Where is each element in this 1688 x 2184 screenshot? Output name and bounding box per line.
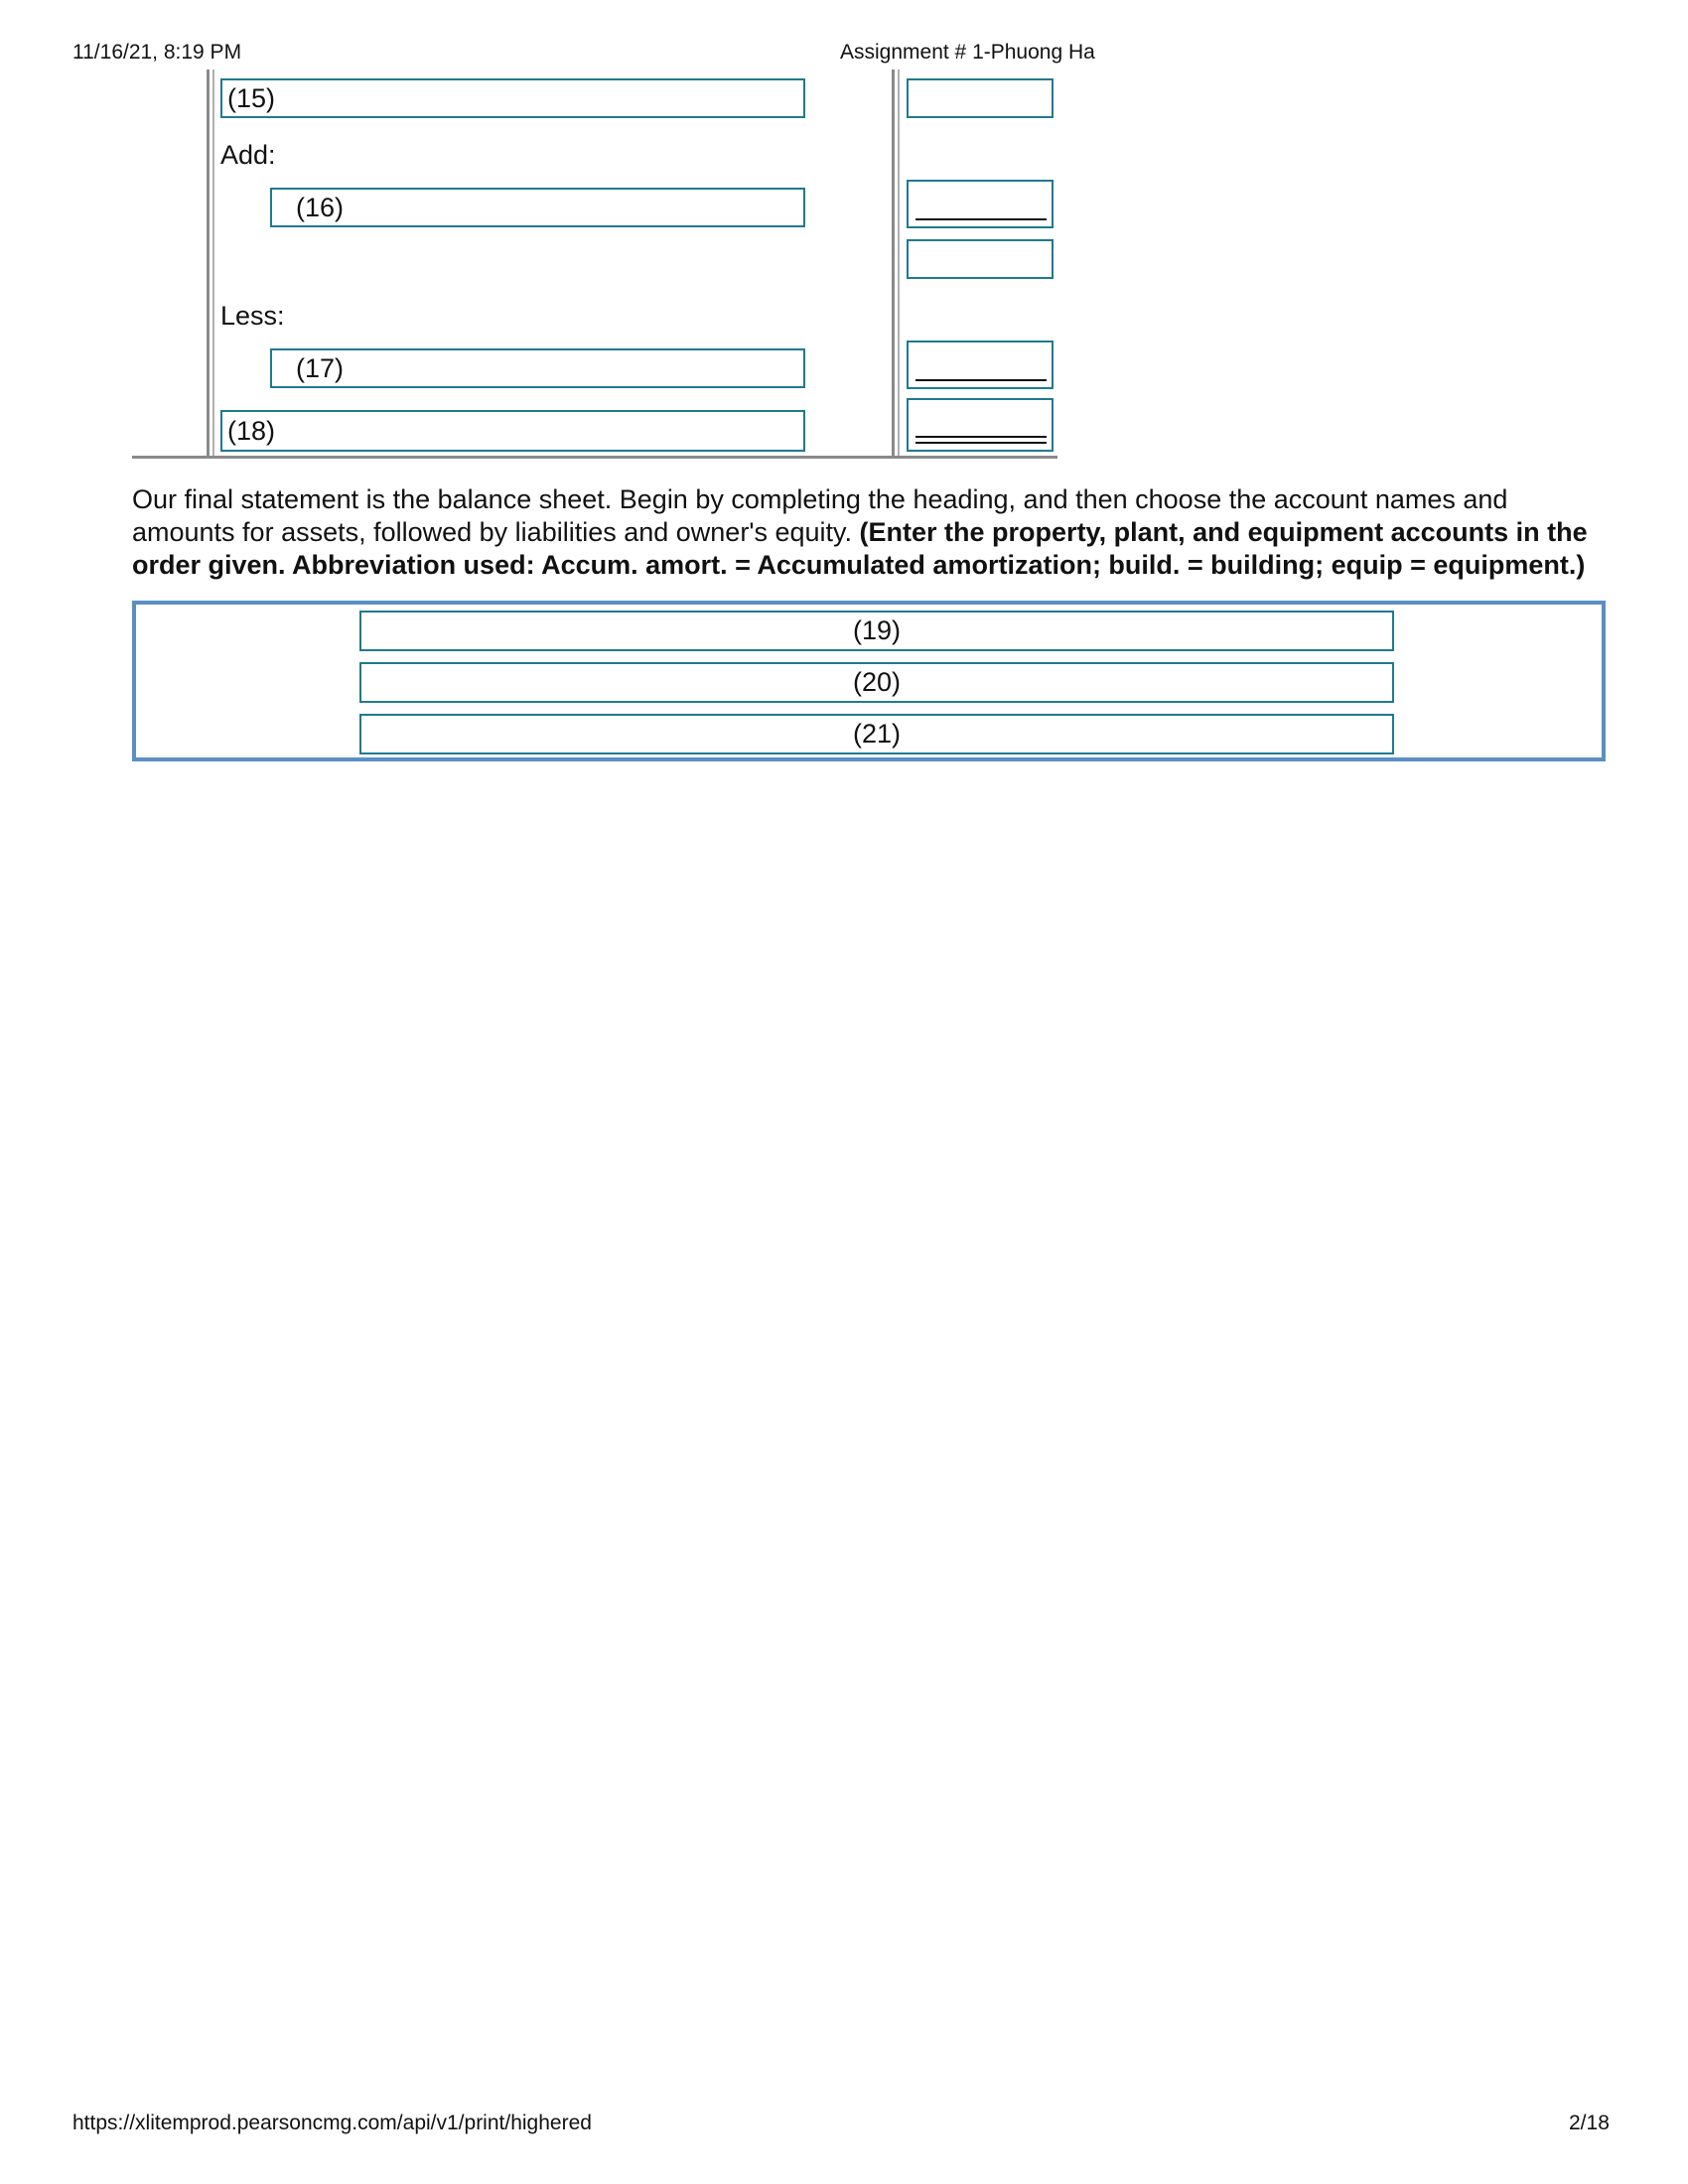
- instruction-bold-text: (Enter the property, plant, and equipment accounts in the order given. Abbreviation used: Accum. amort. = Accumulated amortization; build. = building; equip = equipment.): [132, 517, 1588, 580]
- amount-field-15[interactable]: [907, 78, 1054, 118]
- print-datetime: 11/16/21, 8:19 PM: [72, 41, 242, 64]
- instruction-paragraph: [132, 483, 1602, 582]
- table-bottom-border: [132, 456, 1057, 459]
- table-column-divider: [892, 69, 895, 459]
- double-underline-bottom: [915, 442, 1047, 444]
- table-left-border: [207, 69, 210, 459]
- amount-field-16[interactable]: [907, 180, 1054, 228]
- heading-field-21[interactable]: (21): [359, 714, 1394, 754]
- section-label-less: Less:: [220, 301, 285, 331]
- single-underline: [915, 218, 1047, 220]
- instruction-text: Our final statement is the balance sheet. Begin by completing the heading, and then choose the account names and amounts for assets, followed by liabilities and owner's equity.: [132, 484, 1508, 547]
- single-underline: [915, 379, 1047, 381]
- account-field-18[interactable]: (18): [220, 410, 805, 452]
- heading-field-19[interactable]: (19): [359, 611, 1394, 651]
- subtotal-amount-field[interactable]: [907, 239, 1054, 279]
- section-label-add: Add:: [220, 140, 276, 170]
- account-field-17[interactable]: (17): [270, 348, 805, 388]
- page-number: 2/18: [1569, 2112, 1610, 2134]
- account-field-16[interactable]: (16): [270, 188, 805, 227]
- double-underline-top: [915, 436, 1047, 438]
- amount-field-18[interactable]: [907, 398, 1054, 452]
- heading-field-20[interactable]: (20): [359, 662, 1394, 703]
- amount-field-17[interactable]: [907, 341, 1054, 389]
- table-column-divider-inner: [898, 69, 900, 459]
- table-left-border-inner: [212, 69, 214, 459]
- account-field-15[interactable]: (15): [220, 78, 805, 118]
- page-title: Assignment # 1-Phuong Ha: [840, 41, 1095, 64]
- footer-url: https://xlitemprod.pearsoncmg.com/api/v1/print/highered: [72, 2112, 592, 2134]
